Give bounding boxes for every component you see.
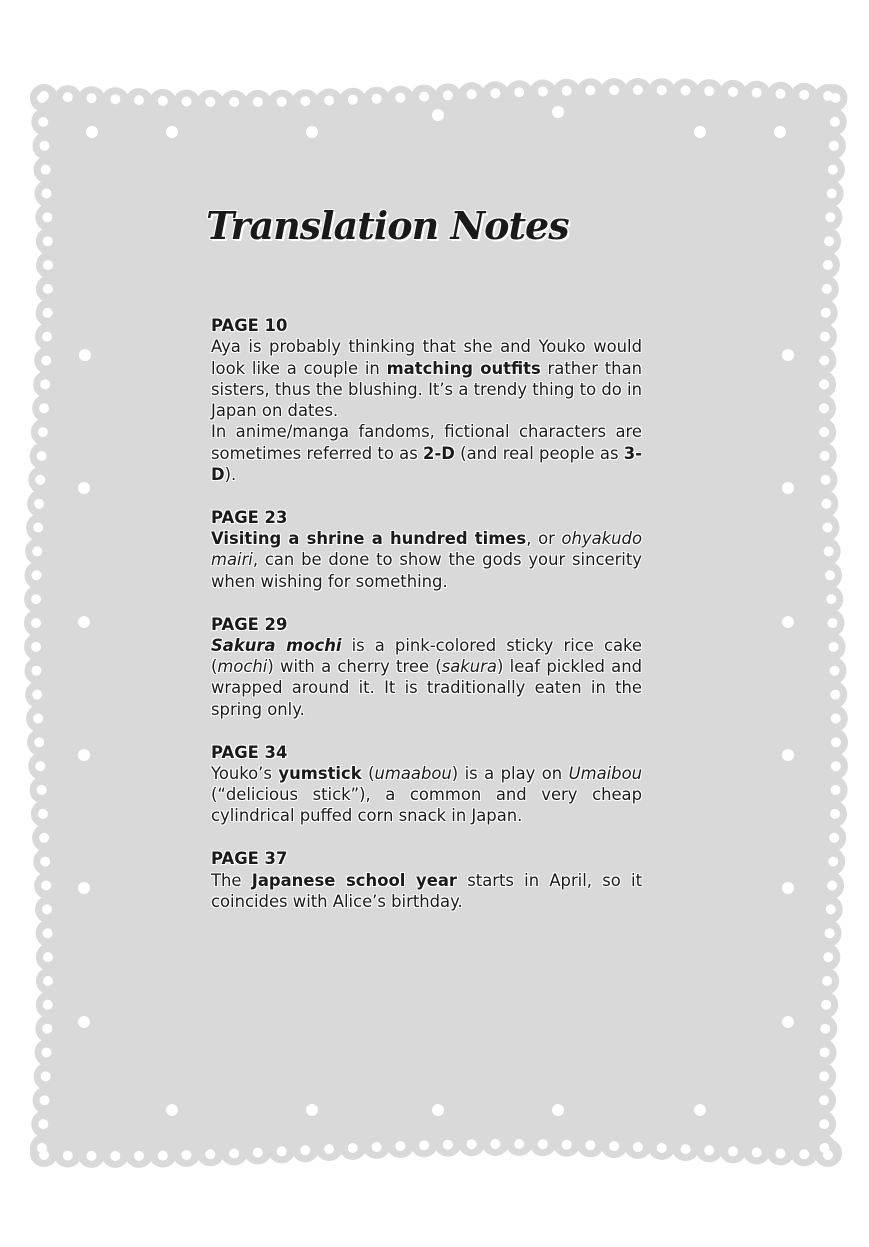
text-run: (“delicious stick”), a common and very cheap cylindrical puffed corn snack in Japan.: [211, 785, 642, 826]
lace-hole: [419, 1140, 429, 1150]
lace-hole: [728, 87, 738, 97]
lace-hole: [657, 85, 667, 95]
lace-hole: [42, 212, 52, 222]
lace-hole: [633, 1142, 643, 1152]
lace-hole: [704, 86, 714, 96]
lace-hole: [35, 475, 45, 485]
lace-hole: [823, 952, 833, 962]
lace-hole: [782, 349, 794, 361]
lace-hole: [824, 546, 834, 556]
lace-hole: [774, 126, 786, 138]
italic-term: ohyakudo mairi: [211, 529, 642, 570]
lace-hole: [823, 523, 833, 533]
lace-hole: [41, 881, 51, 891]
text-run: starts in April, so it coincides with Alice’s birthday.: [211, 870, 642, 911]
lace-hole: [825, 570, 835, 580]
lace-hole: [562, 86, 572, 96]
lace-hole: [824, 236, 834, 246]
lace-hole: [78, 616, 90, 628]
lace-hole: [42, 189, 52, 199]
lace-hole: [694, 126, 706, 138]
bold-term: Japanese school year: [251, 870, 457, 890]
lace-hole: [820, 1024, 830, 1034]
lace-hole: [831, 737, 841, 747]
lace-hole: [43, 284, 53, 294]
lace-hole: [419, 92, 429, 102]
lace-hole: [31, 618, 41, 628]
lace-hole: [752, 1148, 762, 1158]
lace-hole: [300, 96, 310, 106]
lace-hole: [78, 882, 90, 894]
lace-hole: [819, 356, 829, 366]
lace-hole: [34, 737, 44, 747]
lace-hole: [182, 1150, 192, 1160]
lace-hole: [42, 1024, 52, 1034]
lace-hole: [828, 857, 838, 867]
lace-hole: [78, 1016, 90, 1028]
lace-hole: [799, 1149, 809, 1159]
lace-hole: [827, 881, 837, 891]
lace-hole: [822, 284, 832, 294]
lace-hole: [134, 1151, 144, 1161]
lace-hole: [41, 356, 51, 366]
lace-hole: [372, 94, 382, 104]
lace-hole: [37, 93, 47, 103]
lace-hole: [42, 332, 52, 342]
text-run: Aya is probably thinking that she and Youko would look like a couple in: [211, 337, 642, 378]
italic-term: Umaibou: [568, 763, 643, 783]
note-entry: [211, 742, 642, 827]
lace-hole: [35, 761, 45, 771]
lace-hole: [41, 1071, 51, 1081]
translation-notes-list: [211, 315, 642, 934]
lace-hole: [253, 1148, 263, 1158]
bold-term: Sakura mochi: [211, 635, 342, 655]
lace-hole: [432, 1104, 444, 1116]
lace-hole: [87, 93, 97, 103]
page-number-heading: PAGE 10: [211, 316, 288, 335]
lace-hole: [782, 482, 794, 494]
lace-hole: [158, 1151, 168, 1161]
lace-hole: [821, 1000, 831, 1010]
text-run: (and real people as: [454, 443, 624, 463]
lace-hole: [819, 379, 829, 389]
italic-term: sakura: [441, 657, 497, 677]
text-run: In anime/manga fandoms, fictional characters are sometimes referred to as: [211, 422, 642, 463]
lace-hole: [42, 1048, 52, 1058]
lace-hole: [306, 126, 318, 138]
lace-hole: [33, 714, 43, 724]
lace-hole: [229, 1149, 239, 1159]
lace-hole: [32, 666, 42, 676]
lace-hole: [552, 106, 564, 118]
page-number-heading: PAGE 37: [211, 849, 288, 869]
lace-hole: [43, 308, 53, 318]
text-run: (: [361, 763, 375, 783]
lace-hole: [828, 165, 838, 175]
page-number-heading: PAGE 34: [211, 742, 288, 762]
bold-term: yumstick: [278, 763, 362, 783]
lace-hole: [443, 1140, 453, 1150]
text-run: ) with a cherry tree (: [267, 657, 442, 677]
lace-hole: [819, 1119, 829, 1129]
lace-hole: [38, 117, 48, 127]
lace-hole: [38, 1119, 48, 1129]
lace-hole: [306, 1104, 318, 1116]
lace-hole: [372, 1142, 382, 1152]
lace-hole: [38, 809, 48, 819]
bold-term: 3-D: [211, 443, 643, 485]
lace-hole: [432, 109, 444, 121]
lace-hole: [821, 499, 831, 509]
lace-hole: [348, 95, 358, 105]
lace-hole: [110, 94, 120, 104]
lace-hole: [820, 451, 830, 461]
text-run: , can be done to show the gods your sincerity when wishing for something.: [211, 550, 642, 591]
lace-hole: [40, 1095, 50, 1105]
lace-hole: [829, 833, 839, 843]
lace-hole: [776, 89, 786, 99]
note-entry: [211, 315, 642, 485]
lace-hole: [34, 499, 44, 509]
italic-term: umaabou: [374, 763, 452, 783]
lace-hole: [40, 857, 50, 867]
lace-hole: [86, 126, 98, 138]
lace-hole: [538, 1139, 548, 1149]
lace-hole: [826, 594, 836, 604]
lace-hole: [825, 212, 835, 222]
lace-hole: [633, 85, 643, 95]
lace-hole: [825, 928, 835, 938]
lace-hole: [538, 87, 548, 97]
lace-hole: [79, 349, 91, 361]
lace-hole: [831, 761, 841, 771]
note-paragraph: [211, 528, 642, 592]
lace-hole: [562, 1140, 572, 1150]
lace-hole: [87, 1151, 97, 1161]
lace-hole: [820, 1048, 830, 1058]
lace-hole: [829, 642, 839, 652]
lace-hole: [514, 1139, 524, 1149]
lace-hole: [42, 904, 52, 914]
lace-hole: [830, 690, 840, 700]
lace-hole: [324, 96, 334, 106]
lace-hole: [819, 403, 829, 413]
lace-hole: [229, 97, 239, 107]
lace-hole: [704, 1145, 714, 1155]
lace-hole: [110, 1151, 120, 1161]
lace-hole: [39, 403, 49, 413]
lace-hole: [33, 523, 43, 533]
text-run: ).: [224, 465, 237, 485]
note-entry: [211, 848, 642, 912]
lace-hole: [830, 666, 840, 676]
text-run: ) leaf pickled and wrapped around it. It is traditionally eaten in the spring only.: [211, 657, 642, 719]
lace-hole: [300, 1145, 310, 1155]
lace-hole: [728, 1146, 738, 1156]
lace-hole: [31, 594, 41, 604]
lace-hole: [823, 260, 833, 270]
lace-hole: [819, 1071, 829, 1081]
lace-hole: [799, 90, 809, 100]
text-run: , or: [526, 529, 562, 549]
lace-hole: [826, 904, 836, 914]
lace-hole: [821, 308, 831, 318]
lace-hole: [134, 95, 144, 105]
lace-hole: [43, 928, 53, 938]
lace-hole: [39, 833, 49, 843]
lace-hole: [821, 475, 831, 485]
lace-hole: [277, 1146, 287, 1156]
lace-hole: [348, 1143, 358, 1153]
lace-hole: [831, 93, 841, 103]
lace-hole: [205, 1149, 215, 1159]
page-title: Translation Notes: [206, 203, 569, 248]
lace-hole: [681, 86, 691, 96]
lace-hole: [205, 97, 215, 107]
lace-hole: [37, 1143, 47, 1153]
bold-term: 2-D: [423, 443, 455, 463]
lace-hole: [78, 482, 90, 494]
lace-hole: [782, 1016, 794, 1028]
lace-hole: [443, 90, 453, 100]
lace-hole: [829, 141, 839, 151]
text-run: Youko’s: [211, 763, 279, 783]
lace-hole: [830, 809, 840, 819]
note-paragraph: [211, 421, 642, 485]
lace-hole: [831, 785, 841, 795]
note-entry: [211, 507, 642, 592]
note-paragraph: [211, 870, 642, 913]
lace-hole: [40, 379, 50, 389]
lace-hole: [253, 97, 263, 107]
lace-hole: [78, 749, 90, 761]
text-run: The: [211, 870, 252, 890]
lace-hole: [32, 570, 42, 580]
lace-hole: [490, 88, 500, 98]
bold-term: matching outfits: [386, 358, 541, 378]
text-run: rather than sisters, thus the blushing. It’s a trendy thing to do in Japan on dates.: [211, 358, 643, 421]
lace-hole: [467, 1139, 477, 1149]
lace-hole: [552, 1104, 564, 1116]
lace-hole: [43, 236, 53, 246]
lace-hole: [277, 97, 287, 107]
lace-hole: [776, 1149, 786, 1159]
lace-hole: [820, 332, 830, 342]
lace-hole: [43, 952, 53, 962]
lace-hole: [38, 427, 48, 437]
page-number-heading: PAGE 29: [211, 614, 288, 634]
lace-hole: [819, 427, 829, 437]
lace-hole: [609, 1141, 619, 1151]
lace-hole: [182, 97, 192, 107]
lace-hole: [831, 714, 841, 724]
lace-hole: [41, 165, 51, 175]
lace-hole: [782, 749, 794, 761]
lace-hole: [467, 89, 477, 99]
lace-hole: [490, 1139, 500, 1149]
lace-hole: [782, 882, 794, 894]
italic-term: mochi: [217, 657, 268, 677]
lace-hole: [31, 642, 41, 652]
note-entry: [211, 614, 642, 720]
lace-hole: [822, 976, 832, 986]
lace-hole: [681, 1144, 691, 1154]
lace-hole: [827, 189, 837, 199]
lace-hole: [37, 451, 47, 461]
note-paragraph: [211, 635, 642, 720]
text-run: ) is a play on: [451, 763, 569, 783]
lace-hole: [585, 1140, 595, 1150]
lace-hole: [830, 117, 840, 127]
lace-hole: [43, 260, 53, 270]
note-paragraph: [211, 763, 642, 827]
lace-hole: [324, 1144, 334, 1154]
lace-hole: [32, 690, 42, 700]
text-run: is a pink-colored sticky rice cake (: [211, 635, 642, 677]
lace-hole: [514, 87, 524, 97]
lace-hole: [782, 616, 794, 628]
lace-hole: [37, 785, 47, 795]
lace-hole: [657, 1143, 667, 1153]
lace-hole: [32, 546, 42, 556]
lace-hole: [395, 1141, 405, 1151]
lace-hole: [166, 1104, 178, 1116]
lace-hole: [395, 93, 405, 103]
lace-hole: [43, 1000, 53, 1010]
lace-hole: [585, 85, 595, 95]
lace-hole: [694, 1104, 706, 1116]
lace-hole: [752, 88, 762, 98]
lace-hole: [819, 1095, 829, 1105]
bold-term: Visiting a shrine a hundred times: [211, 529, 527, 549]
lace-hole: [828, 618, 838, 628]
lace-hole: [43, 976, 53, 986]
lace-hole: [820, 1143, 830, 1153]
lace-hole: [609, 85, 619, 95]
page-number-heading: PAGE 23: [211, 507, 288, 527]
lace-hole: [63, 92, 73, 102]
lace-hole: [166, 126, 178, 138]
lace-hole: [63, 1151, 73, 1161]
note-paragraph: [211, 336, 642, 421]
lace-hole: [158, 96, 168, 106]
lace-hole: [40, 141, 50, 151]
